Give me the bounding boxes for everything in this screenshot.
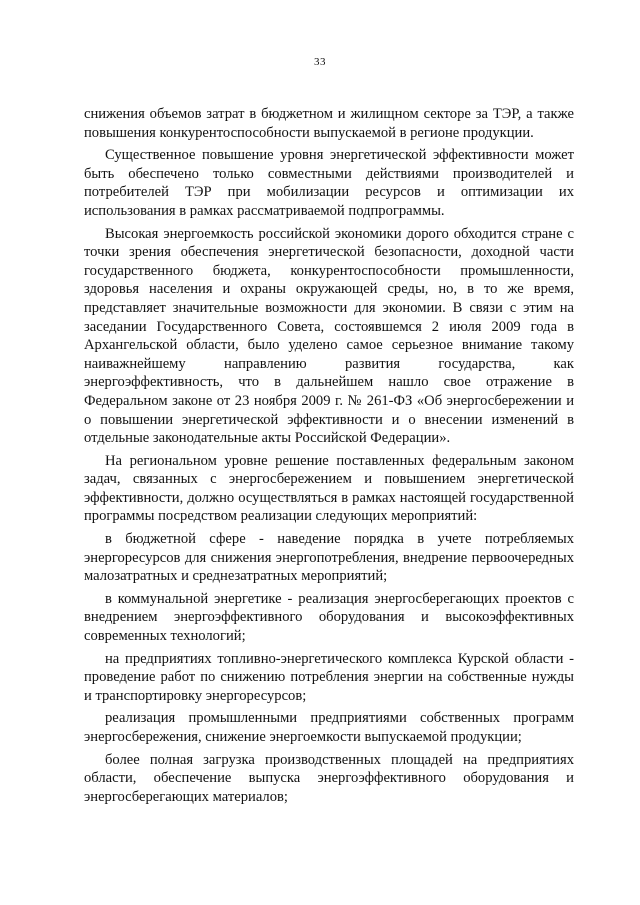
paragraph: Высокая энергоемкость российской экономики дорого обходится стране с точки зрения обеспечения энергетической безопасности, доходной части государственного бюджета, конкурентоспособности промышленности, здоровья населения и охраны окружающей среды, но, в то же время, представляет значительные возможности для экономии. В связи с этим на заседании Государственного Совета, состоявшемся 2 июля 2009 года в Архангельской области, было уделено самое серьезное внимание такому наиважнейшему направлению развития государства, как энергоэффективность, что в дальнейшем нашло свое отражение в Федеральном законе от 23 ноября 2009 г. № 261-ФЗ «Об энергосбережении и о повышении энергетической эффективности и о внесении изменений в отдельные законодательные акты Российской Федерации». bbox=[84, 225, 574, 447]
list-item: в коммунальной энергетике - реализация энергосберегающих проектов с внедрением энергоэффективного оборудования и высокоэффективных современных технологий; bbox=[84, 590, 574, 645]
paragraph-continuation: снижения объемов затрат в бюджетном и жилищном секторе за ТЭР, а также повышения конкурентоспособности выпускаемой в регионе продукции. bbox=[84, 106, 574, 141]
list-item: в бюджетной сфере - наведение порядка в учете потребляемых энергоресурсов для снижения энергопотребления, внедрение первоочередных малозатратных и среднезатратных мероприятий; bbox=[84, 531, 574, 585]
list-item: на предприятиях топливно-энергетического комплекса Курской области - проведение работ по снижению потребления энергии на собственные нужды и транспортировку энергоресурсов; bbox=[84, 650, 574, 704]
list-item: реализация промышленными предприятиями собственных программ энергосбережения, снижение энергоемкости выпускаемой продукции; bbox=[84, 710, 574, 745]
list-item: более полная загрузка производственных площадей на предприятиях области, обеспечение выпуска энергоэффективного оборудования и энергосберегающих материалов; bbox=[84, 751, 574, 805]
body-text bbox=[84, 105, 574, 810]
paragraph: На региональном уровне решение поставленных федеральным законом задач, связанных с энергосбережением и повышением энергетической эффективности, должно осуществляться в рамках настоящей государственной программы посредством реализации следующих мероприятий: bbox=[84, 452, 574, 525]
page-number: 33 bbox=[314, 56, 326, 68]
paragraph: Существенное повышение уровня энергетической эффективности может быть обеспечено только совместными действиями производителей и потребителей ТЭР при мобилизации ресурсов и оптимизации их использования в рамках рассматриваемой подпрограммы. bbox=[84, 147, 574, 219]
